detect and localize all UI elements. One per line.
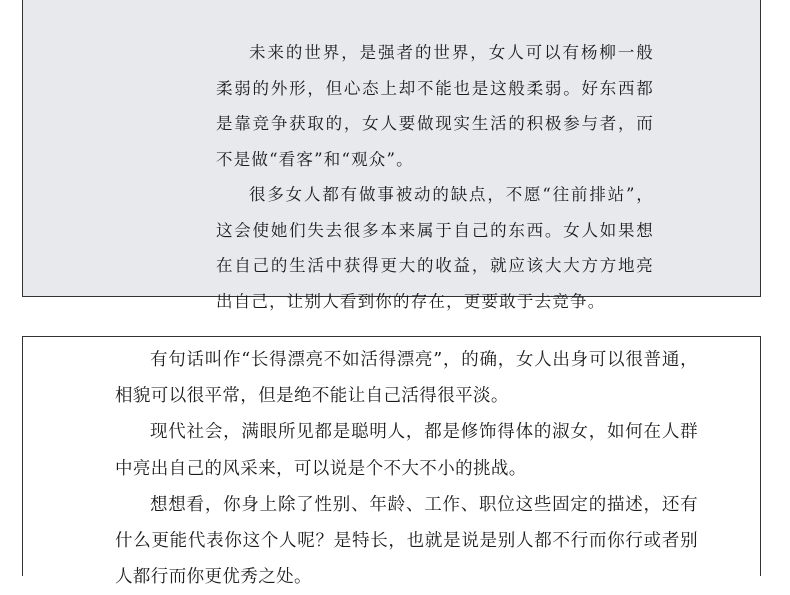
bottom-paragraph-1: 有句话叫作“长得漂亮不如活得漂亮”，的确，女人出身可以很普通，相貌可以很平常，但是绝不能让自己活得很平淡。	[115, 350, 698, 407]
top-text-body	[216, 35, 654, 319]
top-paragraph-1: 未来的世界，是强者的世界，女人可以有杨柳一般柔弱的外形，但心态上却不能也是这般柔弱。好东西都是靠竞争获取的，女人要做现实生活的积极参与者，而不是做“看客”和“观众”。	[216, 43, 654, 169]
bottom-text-body	[115, 342, 698, 595]
top-text-panel	[22, 0, 761, 311]
top-paragraph-2: 很多女人都有做事被动的缺点，不愿“往前排站”，这会使她们失去很多本来属于自己的东西。女人如果想在自己的生活中获得更大的收益，就应该大大方方地亮出自己，让别人看到你的存在，更要敢于去竞争。	[216, 185, 654, 311]
bottom-paragraph-3: 想想看，你身上除了性别、年龄、工作、职位这些固定的描述，还有什么更能代表你这个人呢？是特长，也就是说是别人都不行而你行或者别人都行而你更优秀之处。	[115, 494, 698, 588]
bottom-text-panel	[22, 336, 761, 588]
bottom-paragraph-2: 现代社会，满眼所见都是聪明人，都是修饰得体的淑女，如何在人群中亮出自己的风采来，可以说是个不大不小的挑战。	[115, 422, 698, 479]
